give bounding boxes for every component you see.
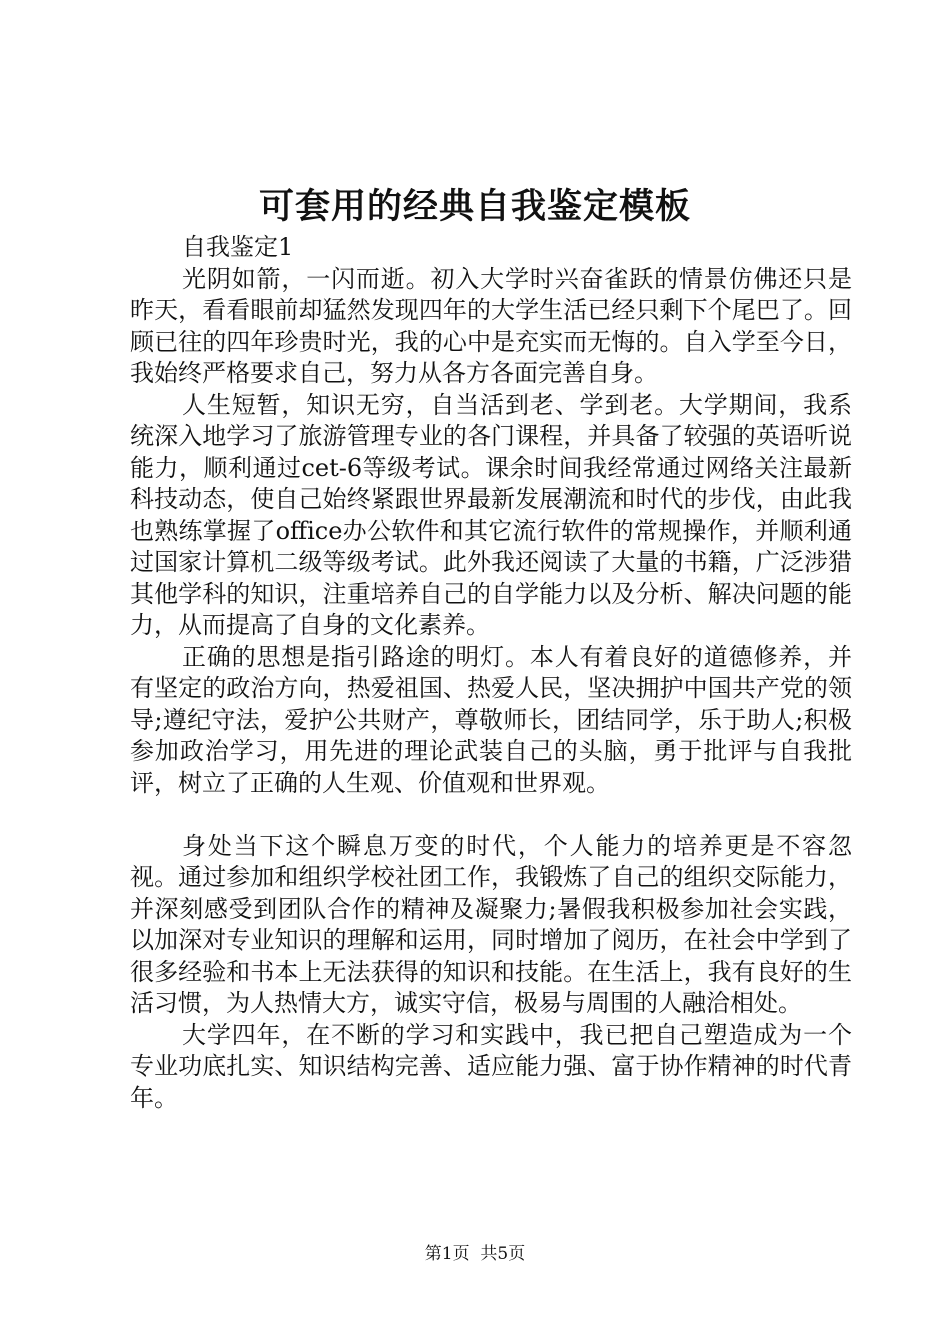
paragraph-1: 光阴如箭，一闪而逝。初入大学时兴奋雀跃的情景仿佛还只是昨天，看看眼前却猛然发现四年的大学生活已经只剩下个尾巴了。回顾已往的四年珍贵时光，我的心中是充实而无悔的。自入学至今日，我始终严格要求自己，努力从各方各面完善自身。 [130,264,852,387]
document-title: 可套用的经典自我鉴定模板 [258,186,691,227]
section-heading: 自我鉴定1 [182,233,294,261]
page-total: 共5页 [480,1244,526,1264]
paragraph-5: 大学四年，在不断的学习和实践中，我已把自己塑造成为一个专业功底扎实、知识结构完善、适应能力强、富于协作精神的时代青年。 [130,1020,852,1112]
paragraph-spacer [130,799,852,831]
page-footer [0,1242,950,1266]
paragraph-3: 正确的思想是指引路途的明灯。本人有着良好的道德修养，并有坚定的政治方向，热爱祖国、热爱人民，坚决拥护中国共产党的领导;遵纪守法，爱护公共财产，尊敬师长，团结同学，乐于助人;积极参加政治学习，用先进的理论武装自己的头脑，勇于批评与自我批评，树立了正确的人生观、价值观和世界观。 [130,642,852,797]
page-number: 第1页 [424,1244,470,1264]
paragraph-2: 人生短暂，知识无穷，自当活到老、学到老。大学期间，我系统深入地学习了旅游管理专业的各门课程，并具备了较强的英语听说能力，顺利通过cet-6等级考试。课余时间我经常通过网络关注最新科技动态，使自己始终紧跟世界最新发展潮流和时代的步伐，由此我也熟练掌握了office办公软件和其它流行软件的常规操作，并顺利通过国家计算机二级等级考试。此外我还阅读了大量的书籍，广泛涉猎其他学科的知识，注重培养自己的自学能力以及分析、解决问题的能力，从而提高了自身的文化素养。 [130,390,852,639]
document-body [130,232,852,1114]
paragraph-4: 身处当下这个瞬息万变的时代，个人能力的培养更是不容忽视。通过参加和组织学校社团工作，我锻炼了自己的组织交际能力，并深刻感受到团队合作的精神及凝聚力;暑假我积极参加社会实践，以加深对专业知识的理解和运用，同时增加了阅历，在社会中学到了很多经验和书本上无法获得的知识和技能。在生活上，我有良好的生活习惯，为人热情大方，诚实守信，极易与周围的人融洽相处。 [130,831,852,1017]
